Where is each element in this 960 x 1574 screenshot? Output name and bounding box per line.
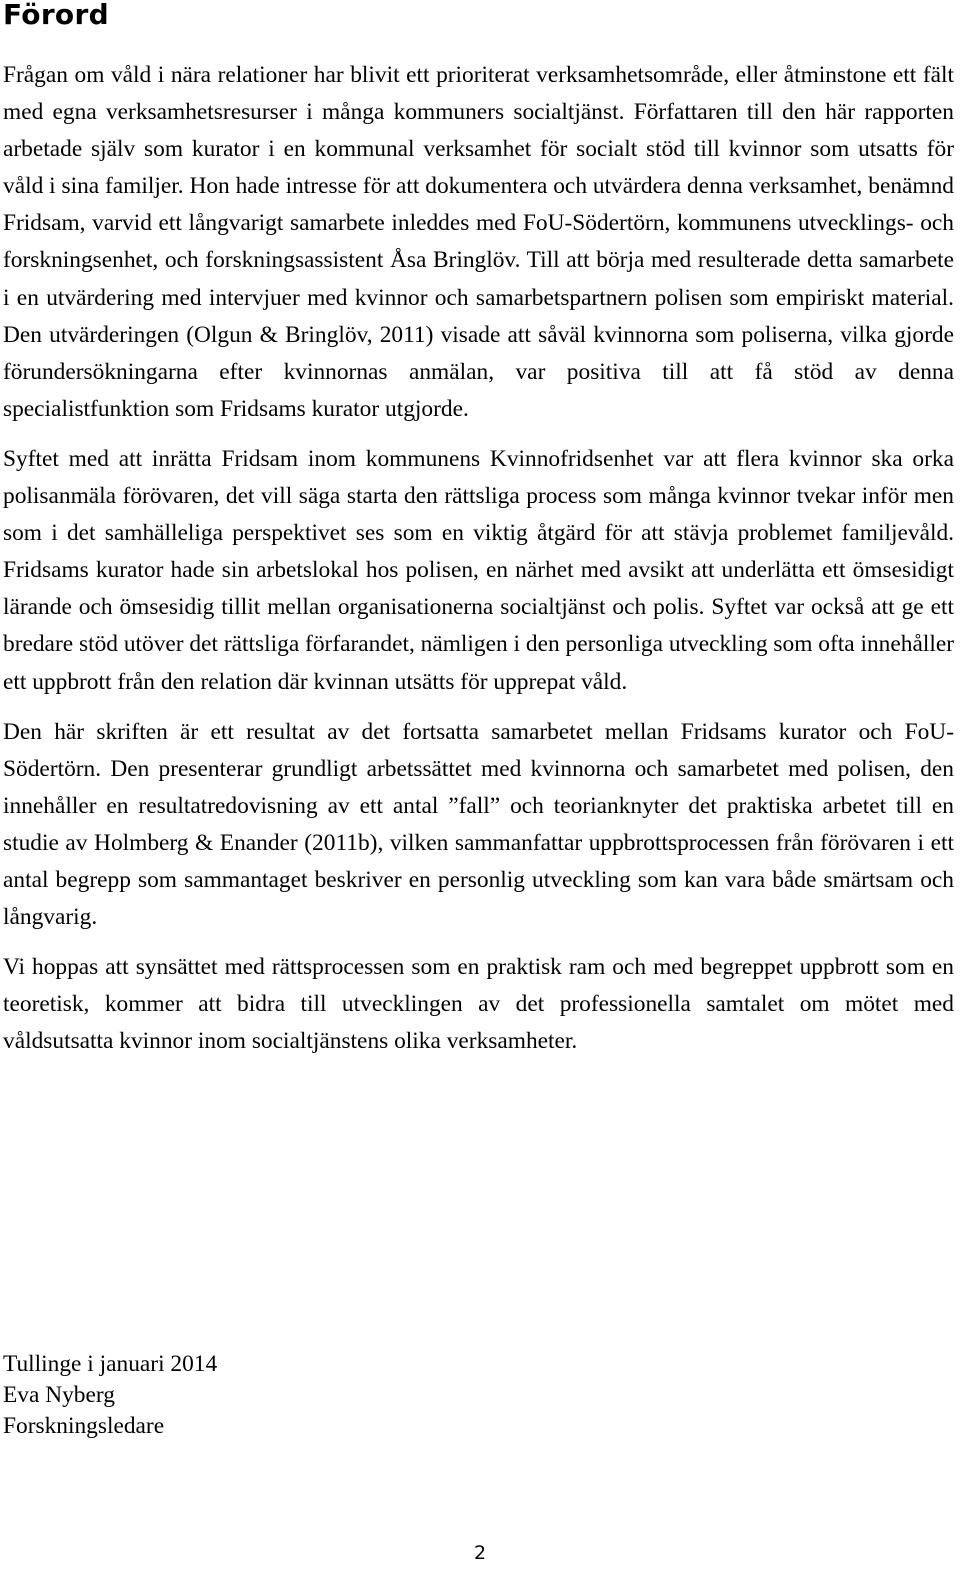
paragraph-1: Frågan om våld i nära relationer har blivit ett prioriterat verksamhetsområde, eller åtminstone ett fält med egna verksamhetsresurser i många kommuners socialtjänst. Författaren till den här rapporten arbetade själv som kurator i en kommunal verksamhet för socialt stöd till kvinnor som utsatts för våld i sina familjer. Hon hade intresse för att dokumentera och utvärdera denna verksamhet, benämnd Fridsam, varvid ett långvarigt samarbete inleddes med FoU-Södertörn, kommunens utvecklings- och forskningsenhet, och forskningsassistent Åsa Bringlöv. Till att börja med resulterade detta samarbete i en utvärdering med intervjuer med kvinnor och samarbetspartnern polisen som empiriskt material. Den utvärderingen (Olgun & Bringlöv, 2011) visade att såväl kvinnorna som poliserna, vilka gjorde förundersökningarna efter kvinnornas anmälan, var positiva till att få stöd av denna specialistfunktion som Fridsams kurator utgjorde. (3, 62, 954, 422)
signature-block (3, 1349, 217, 1442)
signature-role: Forskningsledare (3, 1413, 165, 1439)
paragraph-2: Syftet med att inrätta Fridsam inom kommunens Kvinnofridsenhet var att flera kvinnor ska orka polisanmäla förövaren, det vill säga starta den rättsliga process som många kvinnor tvekar inför men som i det samhälleliga perspektivet ses som en viktig åtgärd för att stävja problemet familjevåld. Fridsams kurator hade sin arbetslokal hos polisen, en närhet med avsikt att underlätta ett ömsesidigt lärande och ömsesidig tillit mellan organisationerna socialtjänst och polis. Syftet var också att ge ett bredare stöd utöver det rättsliga förfarandet, nämligen i den personliga utveckling som ofta innehåller ett uppbrott från den relation där kvinnan utsätts för upprepat våld. (3, 445, 954, 695)
signature-place-date: Tullinge i januari 2014 (3, 1351, 218, 1377)
signature-name: Eva Nyberg (3, 1382, 115, 1408)
page-title: Förord (3, 0, 109, 31)
body-text (3, 57, 954, 1073)
paragraph-4: Vi hoppas att synsättet med rättsprocessen som en praktisk ram och med begreppet uppbrott som en teoretisk, kommer att bidra till utvecklingen av det professionella samtalet om mötet med våldsutsatta kvinnor inom socialtjänstens olika verksamheter. (3, 954, 954, 1055)
paragraph-3: Den här skriften är ett resultat av det fortsatta samarbetet mellan Fridsams kurator och FoU-Södertörn. Den presenterar grundligt arbetssättet med kvinnorna och samarbetet med polisen, den innehåller en resultatredovisning av ett antal ”fall” och teorianknyter det praktiska arbetet till en studie av Holmberg & Enander (2011b), vilken sammanfattar uppbrottsprocessen från förövaren i ett antal begrepp som sammantaget beskriver en personlig utveckling som kan vara både smärtsam och långvarig. (3, 718, 954, 931)
page-number: 2 (473, 1542, 487, 1564)
